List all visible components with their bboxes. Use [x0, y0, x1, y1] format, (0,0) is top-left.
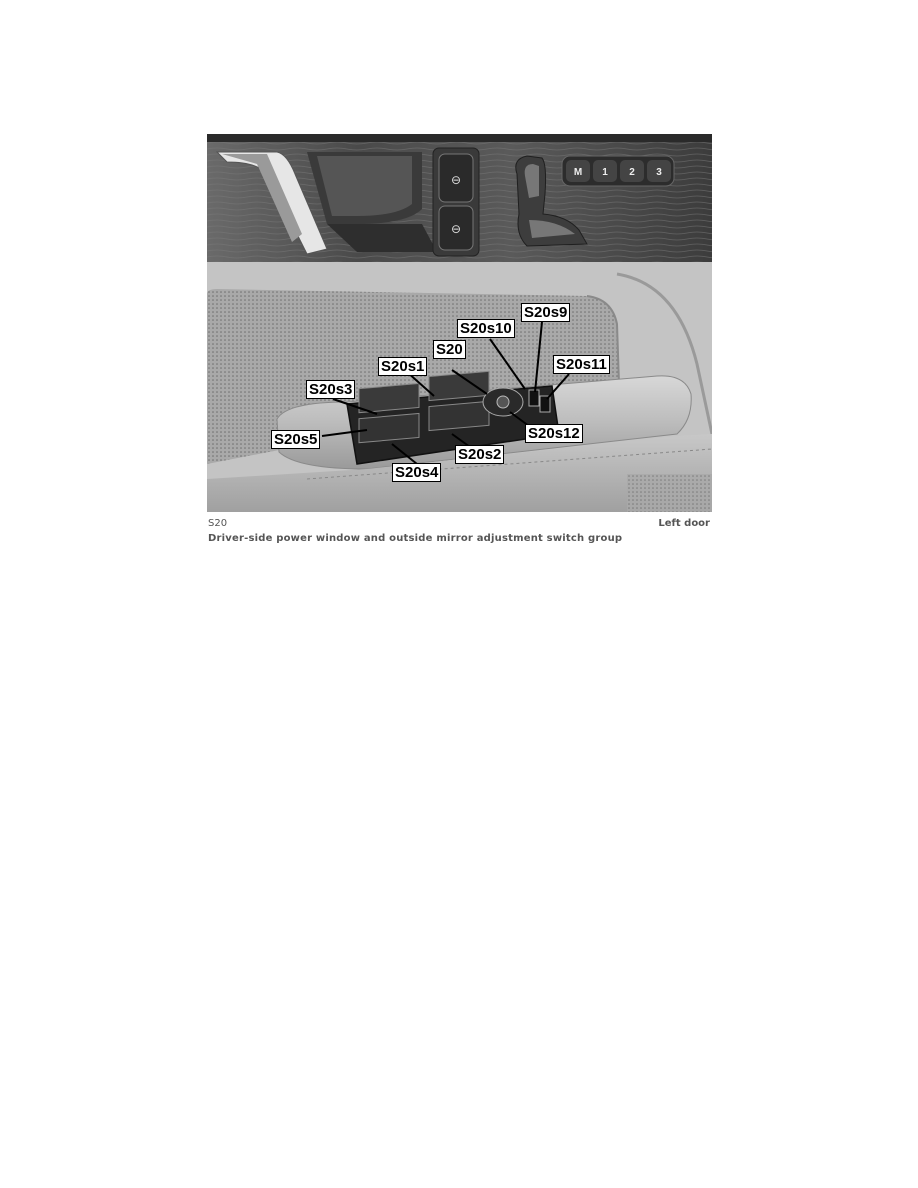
memory-button-label: 2 [629, 167, 635, 178]
central-lock-buttons [433, 148, 479, 256]
memory-button-label: 1 [602, 167, 608, 178]
callout-s20s1: S20s1 [378, 357, 427, 376]
callout-s20s2: S20s2 [455, 445, 504, 464]
callout-s20s5: S20s5 [271, 430, 320, 449]
svg-text:⊖: ⊖ [450, 173, 462, 187]
caption-location: Left door [658, 518, 710, 529]
callout-s20s9: S20s9 [521, 303, 570, 322]
memory-button-label: M [573, 167, 583, 178]
svg-text:⊖: ⊖ [450, 222, 462, 236]
door-panel-figure [207, 134, 712, 512]
callout-s20s10: S20s10 [457, 319, 515, 338]
callout-s20: S20 [433, 340, 466, 359]
memory-button-label: 3 [656, 167, 662, 178]
callout-s20s12: S20s12 [525, 424, 583, 443]
callout-s20s3: S20s3 [306, 380, 355, 399]
memory-buttons [562, 156, 674, 186]
caption-description: Driver-side power window and outside mirror adjustment switch group [208, 533, 623, 544]
callout-s20s11: S20s11 [553, 355, 610, 374]
caption-code: S20 [208, 518, 228, 529]
callout-s20s4: S20s4 [392, 463, 441, 482]
